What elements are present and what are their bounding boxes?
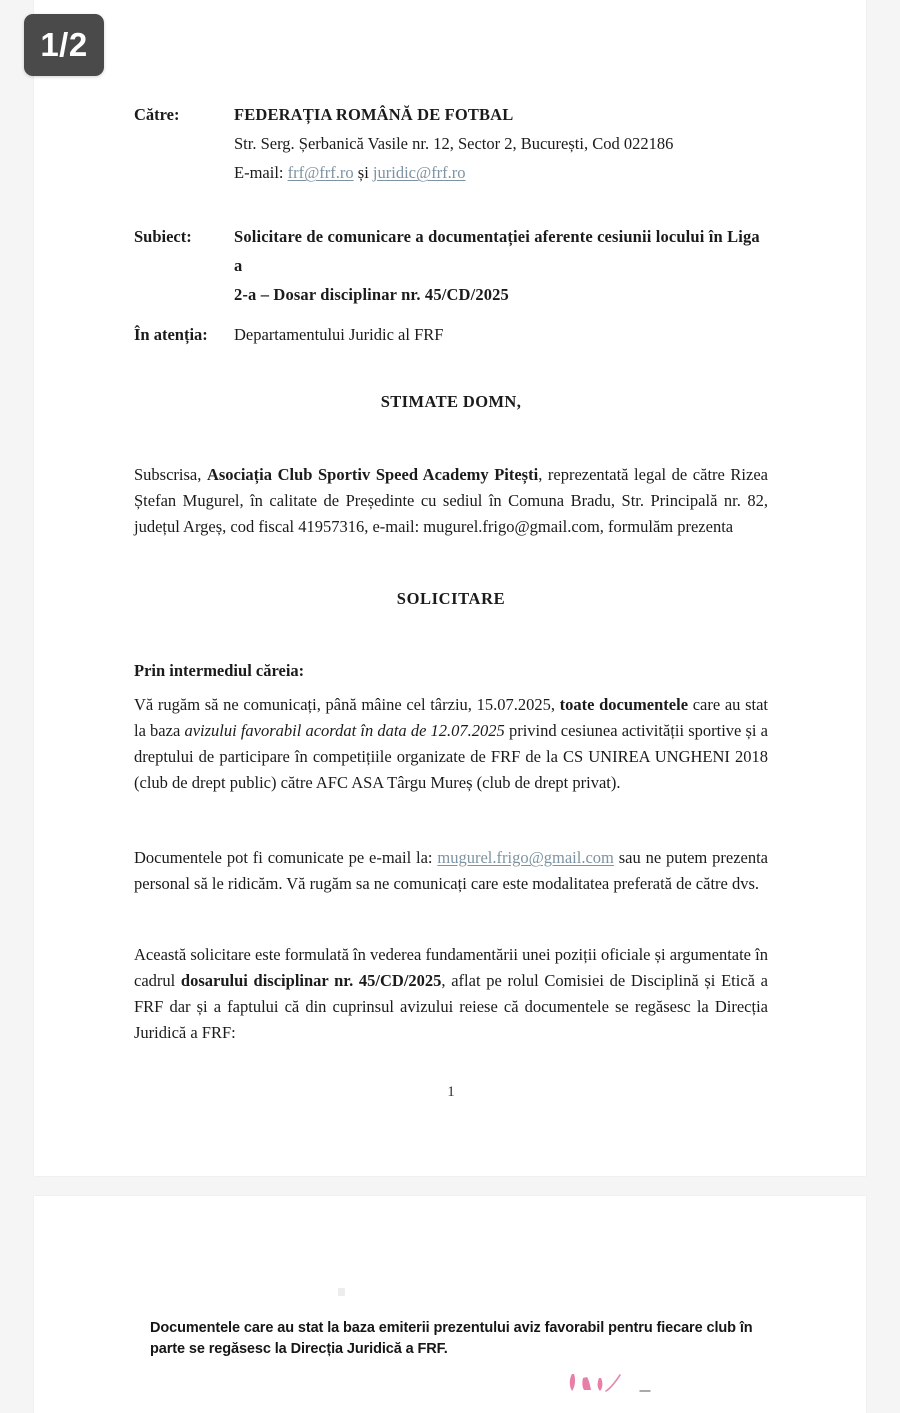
recipient-row (134, 100, 768, 187)
request-heading: SOLICITARE (396, 589, 506, 608)
page-2-content (150, 1196, 790, 1413)
document-page-1 (34, 0, 866, 1176)
scanned-note-text: Documentele care au stat la baza emiterii prezentului aviz favorabil pentru fiecare club în parte se regăsesc la Direcția Juridică a FRF. (150, 1320, 753, 1357)
email-label: E-mail: (234, 163, 284, 182)
subject-details (234, 222, 768, 309)
email-link-frf[interactable]: frf@frf.ro (287, 163, 354, 182)
attention-row (134, 320, 768, 349)
email-link-juridic[interactable]: juridic@frf.ro (372, 163, 466, 182)
justification-seg-3: , aflat pe rolul Comisiei de Disciplină și Etică a FRF dar și a faptului că din cuprinsul avizului reiese că documentele se regăsesc la Direcția Juridică a FRF: (134, 971, 768, 1042)
subject-block (134, 222, 768, 309)
delivery-seg-2: sau ne putem prezenta personal să le ridicăm. Vă rugăm sa ne comunicați care este modalitatea preferată de către dvs. (134, 848, 768, 893)
delivery-paragraph (134, 845, 768, 897)
page-1-content (134, 0, 768, 1176)
recipient-email-line (234, 158, 768, 187)
handwritten-ink-mark (566, 1370, 676, 1400)
attention-value: Departamentului Juridic al FRF (234, 325, 444, 344)
attention-block (134, 320, 768, 349)
email-conjunction: și (357, 163, 369, 182)
request-body-paragraph (134, 692, 768, 796)
intro-entity-name: Asociația Club Sportiv Speed Academy Pitești (206, 465, 539, 484)
justification-bold-dossier: dosarului disciplinar nr. 45/CD/2025 (180, 971, 442, 990)
recipient-details (234, 100, 768, 187)
page-counter-badge[interactable]: 1/2 (24, 14, 104, 76)
request-seg-5: privind cesiunea activității sportive și a dreptului de participare în competițiile organizate de FRF de la CS UNIREA UNGHENI 2018 (club de drept public) către AFC ASA Târgu Mureș (club de drept privat). (134, 721, 768, 792)
page-footer-number: 1 (447, 1084, 455, 1100)
request-italic-aviz: avizului favorabil acordat în data de 12.07.2025 (184, 721, 505, 740)
subject-label: Subiect: (134, 227, 192, 246)
recipient-address: Str. Serg. Șerbanică Vasile nr. 12, Sector 2, București, Cod 022186 (234, 134, 674, 153)
request-bold-documents: toate documentele (559, 695, 689, 714)
intro-prefix: Subscrisa, (134, 465, 207, 484)
subject-row (134, 222, 768, 309)
intro-suffix: , reprezentată legal de către Rizea Ștefan Mugurel, în calitate de Președinte cu sediul în Comuna Bradu, Str. Principală nr. 82, județul Argeș, cod fiscal 41957316, e-mail: mugurel.frigo@gmail.com, formulăm prezenta (134, 465, 768, 536)
justification-seg-1: Această solicitare este formulată în vederea fundamentării unei poziții oficiale și argumentate în cadrul (134, 945, 768, 990)
salutation: STIMATE DOMN, (380, 392, 522, 411)
delivery-seg-1: Documentele pot fi comunicate pe e-mail la: (134, 848, 438, 867)
request-lead: Prin intermediul căreia: (134, 661, 305, 680)
intro-paragraph (134, 462, 768, 540)
document-page-2 (34, 1196, 866, 1413)
ink-signature-icon (566, 1370, 676, 1400)
subject-line-1: Solicitare de comunicare a documentației aferente cesiunii locului în Liga a (234, 227, 760, 275)
request-seg-1: Vă rugăm să ne comunicați, până mâine cel târziu, 15.07.2025, (134, 695, 560, 714)
justification-paragraph (134, 942, 768, 1046)
subject-line-2: 2-a – Dosar disciplinar nr. 45/CD/2025 (234, 285, 509, 304)
recipient-organization: FEDERAȚIA ROMÂNĂ DE FOTBAL (234, 105, 514, 124)
recipient-label: Către: (134, 105, 180, 124)
recipient-block (134, 100, 768, 187)
request-seg-3: care au stat la baza (134, 695, 769, 740)
scan-artifact-icon (338, 1288, 345, 1296)
email-link-mugurel[interactable]: mugurel.frigo@gmail.com (437, 848, 614, 867)
attention-label: În atenția: (134, 325, 208, 344)
